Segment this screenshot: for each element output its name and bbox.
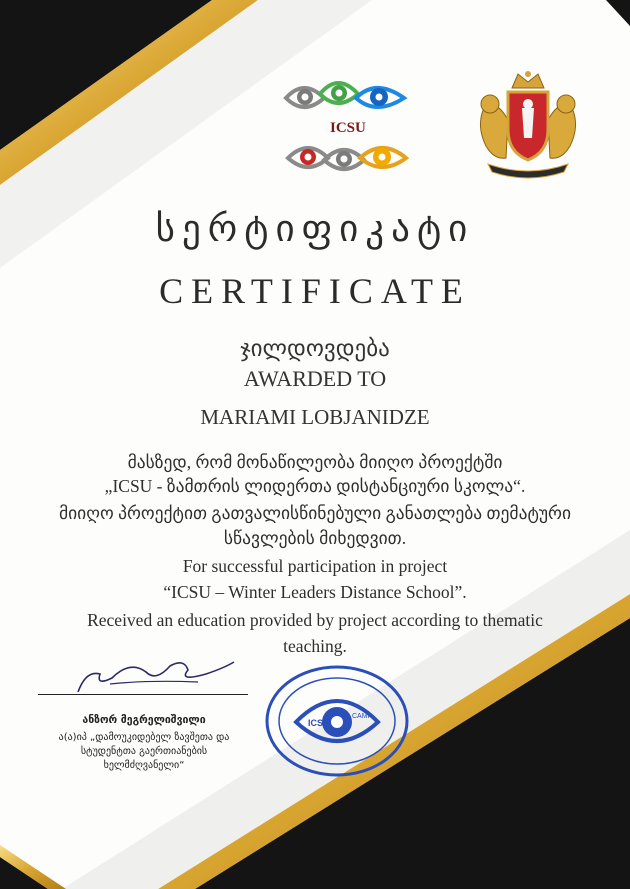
awarded-to-georgian: ჯილდოვდება [240,336,390,361]
body-text-line: teaching. [283,636,347,656]
eye-icon [286,88,324,107]
stamp-center-text: ICSU [308,718,330,728]
signer-title-line: ხელმძღვანელი“ [103,760,185,771]
body-text-line: For successful participation in project [182,556,448,576]
eye-icon [360,148,406,167]
stamp-sub-text: CAMP [352,713,373,720]
body-text-line: Received an education provided by project according to thematic [87,610,543,630]
body-text-line: მიიღო პროექტით გათვალისწინებული განათლება თემატური [58,503,572,523]
recipient-name: MARIAMI LOBJANIDZE [200,405,430,429]
signer-title-line: სტუდენტთა გაერთიანების [80,746,208,757]
signer-title [40,731,248,773]
certificate-title-georgian: სერტიფიკატი [155,209,475,250]
logo-text: ICSU [330,120,366,136]
certificate-title: CERTIFICATE [159,271,471,311]
eye-icon [356,88,404,107]
body-text-line: მასზედ, რომ მონაწილეობა მიიღო პროექტში [127,452,503,472]
signer-name: ანზორ მეგრელიშვილი [82,714,206,726]
signature-line [38,694,248,695]
body-text-line: „ICSU - ზამთრის ლიდერთა დისტანციური სკოლა“. [104,476,526,496]
coat-of-arms-icon [466,68,590,180]
body-text-line: “ICSU – Winter Leaders Distance School”. [163,582,467,602]
official-stamp [262,662,412,780]
signer-title-line: ა(ა)იპ „დამოუკიდებელ ზავშეთა და [58,732,230,743]
eye-icon [320,83,358,103]
body-text-line: სწავლების მიხედვით. [223,528,407,548]
eye-icon [288,148,328,167]
icsu-logo [282,70,412,182]
eye-icon [324,150,364,169]
signature [38,652,250,700]
awarded-to-label: AWARDED TO [243,366,387,391]
